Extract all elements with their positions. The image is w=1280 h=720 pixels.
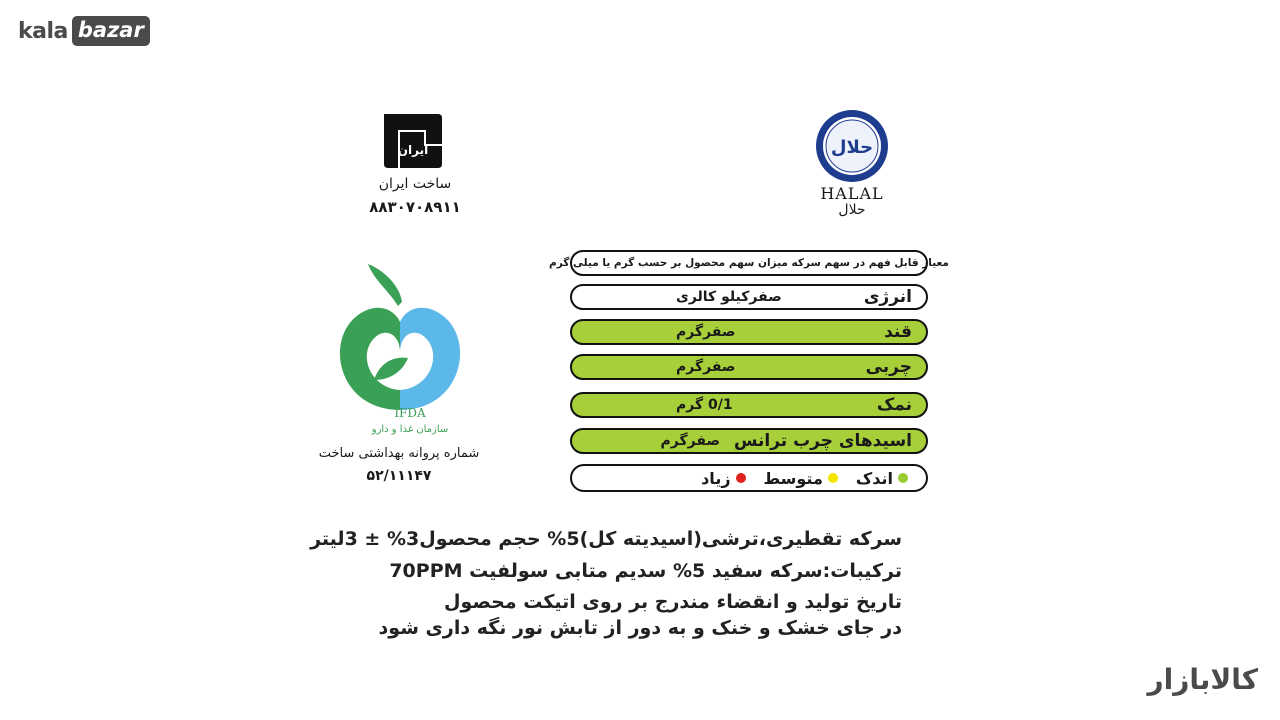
legend-label: اندک bbox=[855, 468, 893, 488]
nutrient-name: نمک bbox=[876, 395, 912, 415]
nutrition-row-fat bbox=[570, 354, 928, 380]
legend-item-high bbox=[701, 469, 745, 488]
standard-code: ۸۸۳۰۷۰۸۹۱۱ bbox=[369, 198, 461, 216]
legend-label: زیاد bbox=[701, 468, 731, 488]
legend-item-medium bbox=[764, 469, 838, 488]
iran-standard-icon bbox=[380, 110, 446, 172]
nutrition-row-sugar bbox=[570, 319, 928, 345]
ifda-english-label: IFDA bbox=[394, 406, 426, 420]
legend-dot-icon bbox=[736, 473, 746, 483]
nutrition-row-energy bbox=[570, 284, 928, 310]
nutrient-value: صفرگرم bbox=[676, 324, 736, 340]
ifda-persian-label: سازمان غذا و دارو bbox=[371, 424, 449, 435]
nutrition-row-trans-fat bbox=[570, 428, 928, 454]
iran-standard-logo-text: ایران bbox=[397, 143, 429, 157]
legend-item-low bbox=[856, 469, 908, 488]
halal-persian-label: حلال bbox=[838, 202, 866, 218]
nutrition-card bbox=[549, 244, 949, 498]
nutrient-value: صفرگرم bbox=[660, 433, 720, 449]
info-line-storage: در جای خشک و خنک و به دور از تابش نور نگه داری شود bbox=[378, 617, 902, 639]
legend-label: متوسط bbox=[763, 468, 823, 488]
nutrient-name: قند bbox=[884, 322, 912, 342]
nutrition-row-salt bbox=[570, 392, 928, 418]
brand-logo bbox=[18, 16, 150, 46]
health-license-number: ۵۲/۱۱۱۴۷ bbox=[366, 468, 432, 484]
legend-dot-icon bbox=[828, 473, 838, 483]
nutrient-value: صفرگرم bbox=[676, 359, 736, 375]
nutrition-header: معیار قابل فهم در سهم سرکه میزان سهم محصول بر حسب گرم یا میلی گرم bbox=[570, 250, 928, 276]
halal-seal-text: حلال bbox=[830, 137, 874, 158]
nutrient-name: اسیدهای چرب ترانس bbox=[733, 431, 912, 451]
nutrient-value: 0/1 گرم bbox=[676, 397, 733, 413]
halal-seal-icon bbox=[813, 108, 891, 184]
made-in-iran-label: ساخت ایران bbox=[378, 176, 452, 192]
nutrient-value: صفرکیلو کالری bbox=[676, 289, 782, 305]
halal-english-label: HALAL bbox=[820, 184, 884, 203]
nutrient-name: چربی bbox=[865, 357, 912, 377]
brand-part2: bazar bbox=[72, 16, 150, 46]
info-line-ingredients: ترکیبات:سرکه سفید 5% سدیم متابی سولفیت 70PPM bbox=[389, 560, 902, 582]
info-line-product: سرکه تقطیری،ترشی(اسیدیته کل)5% حجم محصول3% ± 3لیتر bbox=[310, 528, 902, 550]
info-line-dates: تاریخ تولید و انقضاء مندرج بر روی اتیکت محصول bbox=[444, 591, 902, 613]
nutrition-legend bbox=[570, 464, 928, 492]
nutrient-name: انرژی bbox=[863, 287, 912, 307]
health-license-label: شماره پروانه بهداشتی ساخت bbox=[318, 446, 480, 461]
brand-part1: kala bbox=[18, 18, 68, 44]
legend-dot-icon bbox=[898, 473, 908, 483]
ifda-logo-icon bbox=[328, 260, 473, 418]
watermark-logo: کالابازار bbox=[1147, 663, 1258, 696]
